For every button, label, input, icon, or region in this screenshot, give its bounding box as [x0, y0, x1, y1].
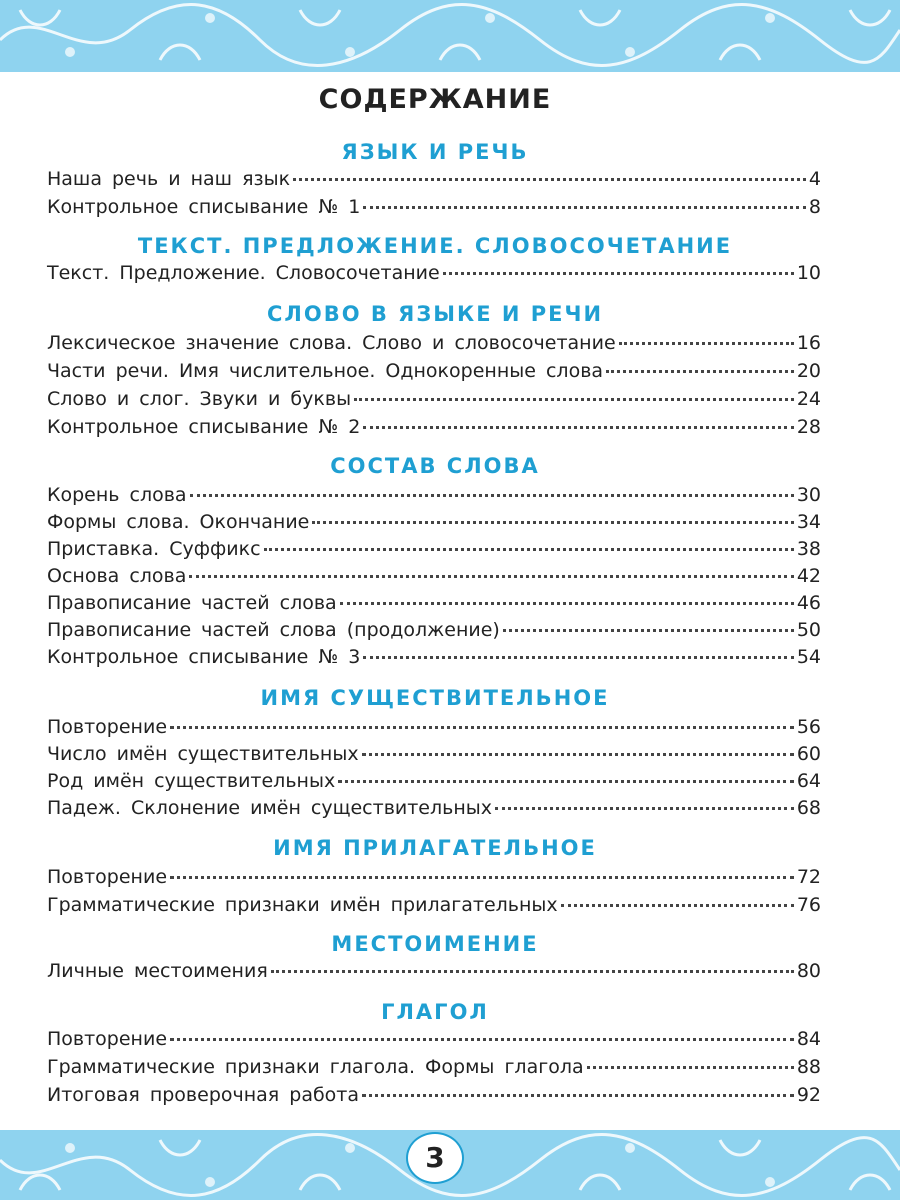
section-title: ЯЗЫК И РЕЧЬ — [341, 140, 529, 164]
toc-entry-page: 8 — [808, 196, 821, 218]
toc-entry-label: Контрольное списывание № 1 — [47, 196, 361, 218]
toc-entry-page: 88 — [796, 1056, 821, 1078]
toc-entry-label: Слово и слог. Звуки и буквы — [47, 388, 352, 410]
dot-leader — [170, 1038, 794, 1041]
toc-entry-page: 76 — [796, 894, 821, 916]
toc-entry[interactable] — [47, 716, 821, 742]
toc-entry-label: Падеж. Склонение имён существительных — [47, 797, 493, 819]
toc-entry-label: Приставка. Суффикс — [47, 538, 261, 560]
toc-entry[interactable] — [47, 797, 821, 823]
toc-entry-page: 92 — [796, 1084, 821, 1106]
toc-entry-page: 16 — [796, 332, 821, 354]
toc-entry[interactable] — [47, 360, 821, 386]
toc-entry-page: 72 — [796, 866, 821, 888]
toc-entry-page: 56 — [796, 716, 821, 738]
toc-entry[interactable] — [47, 1084, 821, 1110]
toc-entry[interactable] — [47, 592, 821, 618]
toc-entry-page: 30 — [796, 484, 821, 506]
toc-entry[interactable] — [47, 619, 821, 645]
toc-entry-label: Грамматические признаки глагола. Формы глагола — [47, 1056, 584, 1078]
toc-entry-label: Наша речь и наш язык — [47, 168, 291, 190]
toc-entry[interactable] — [47, 511, 821, 537]
toc-entry-page: 4 — [808, 168, 821, 190]
dot-leader — [362, 753, 794, 756]
toc-entry-page: 46 — [796, 592, 821, 614]
toc-entry-label: Контрольное списывание № 3 — [47, 646, 361, 668]
dot-leader — [606, 370, 794, 373]
dot-leader — [363, 656, 794, 659]
toc-entry-page: 84 — [796, 1028, 821, 1050]
toc-entry-page: 34 — [796, 511, 821, 533]
toc-entry-label: Контрольное списывание № 2 — [47, 416, 361, 438]
toc-entry-page: 42 — [796, 565, 821, 587]
toc-entry-page: 38 — [796, 538, 821, 560]
section-title: МЕСТОИМЕНИЕ — [331, 932, 539, 956]
toc-entry[interactable] — [47, 538, 821, 564]
section-title: СЛОВО В ЯЗЫКЕ И РЕЧИ — [266, 302, 604, 326]
toc-entry[interactable] — [47, 894, 821, 920]
toc-entry[interactable] — [47, 866, 821, 892]
dot-leader — [495, 807, 794, 810]
dot-leader — [271, 970, 794, 973]
section-title: ИМЯ ПРИЛАГАТЕЛЬНОЕ — [273, 836, 597, 860]
toc-entry-page: 24 — [796, 388, 821, 410]
dot-leader — [264, 548, 794, 551]
toc-entry-label: Части речи. Имя числительное. Однокоренные слова — [47, 360, 604, 382]
toc-entry[interactable] — [47, 262, 821, 288]
toc-entry[interactable] — [47, 484, 821, 510]
toc-entry-page: 50 — [796, 619, 821, 641]
toc-entry-label: Род имён существительных — [47, 770, 336, 792]
dot-leader — [293, 178, 806, 181]
dot-leader — [354, 398, 794, 401]
toc-entry[interactable] — [47, 743, 821, 769]
toc-entry-label: Корень слова — [47, 484, 187, 506]
toc-entry-page: 10 — [796, 262, 821, 284]
section-title: ТЕКСТ. ПРЕДЛОЖЕНИЕ. СЛОВОСОЧЕТАНИЕ — [137, 234, 733, 258]
toc-entry-label: Повторение — [47, 716, 168, 738]
dot-leader — [170, 876, 794, 879]
toc-entry-label: Итоговая проверочная работа — [47, 1084, 360, 1106]
toc-entry[interactable] — [47, 388, 821, 414]
toc-entry-label: Основа слова — [47, 565, 187, 587]
dot-leader — [362, 1094, 794, 1097]
toc-entry[interactable] — [47, 770, 821, 796]
toc-entry-page: 80 — [796, 960, 821, 982]
dot-leader — [443, 272, 794, 275]
toc-entry-label: Лексическое значение слова. Слово и словосочетание — [47, 332, 616, 354]
dot-leader — [587, 1066, 794, 1069]
toc-entry[interactable] — [47, 196, 821, 222]
dot-leader — [503, 629, 794, 632]
dot-leader — [363, 206, 806, 209]
toc-entry[interactable] — [47, 646, 821, 672]
dot-leader — [189, 575, 793, 578]
toc-entry-page: 54 — [796, 646, 821, 668]
toc-entry-label: Повторение — [47, 1028, 168, 1050]
toc-entry[interactable] — [47, 332, 821, 358]
top-ornament-band — [0, 0, 900, 72]
toc-entry-page: 68 — [796, 797, 821, 819]
section-title: ГЛАГОЛ — [381, 1000, 489, 1024]
dot-leader — [561, 904, 794, 907]
page-number-badge: 3 — [406, 1132, 464, 1184]
dot-leader — [190, 494, 794, 497]
toc-entry-label: Грамматические признаки имён прилагательных — [47, 894, 558, 916]
toc-entry[interactable] — [47, 168, 821, 194]
toc-entry[interactable] — [47, 416, 821, 442]
dot-leader — [170, 726, 794, 729]
toc-entry-label: Текст. Предложение. Словосочетание — [47, 262, 440, 284]
toc-entry-label: Формы слова. Окончание — [47, 511, 310, 533]
toc-entry-label: Число имён существительных — [47, 743, 359, 765]
toc-entry-label: Правописание частей слова — [47, 592, 337, 614]
toc-entry-page: 60 — [796, 743, 821, 765]
dot-leader — [338, 780, 794, 783]
swirl-ornament-icon — [0, 0, 900, 72]
dot-leader — [363, 426, 794, 429]
dot-leader — [312, 521, 793, 524]
section-title: ИМЯ СУЩЕСТВИТЕЛЬНОЕ — [260, 686, 610, 710]
toc-entry-page: 28 — [796, 416, 821, 438]
toc-entry[interactable] — [47, 960, 821, 986]
toc-entry-label: Правописание частей слова (продолжение) — [47, 619, 500, 641]
toc-entry-label: Личные местоимения — [47, 960, 268, 982]
toc-entry-label: Повторение — [47, 866, 168, 888]
toc-entry[interactable] — [47, 565, 821, 591]
dot-leader — [340, 602, 794, 605]
toc-entry[interactable] — [47, 1056, 821, 1082]
toc-entry[interactable] — [47, 1028, 821, 1054]
toc-entry-page: 20 — [796, 360, 821, 382]
section-title: СОСТАВ СЛОВА — [330, 454, 540, 478]
dot-leader — [619, 342, 794, 345]
toc-entry-page: 64 — [796, 770, 821, 792]
page-title: СОДЕРЖАНИЕ — [318, 84, 552, 115]
